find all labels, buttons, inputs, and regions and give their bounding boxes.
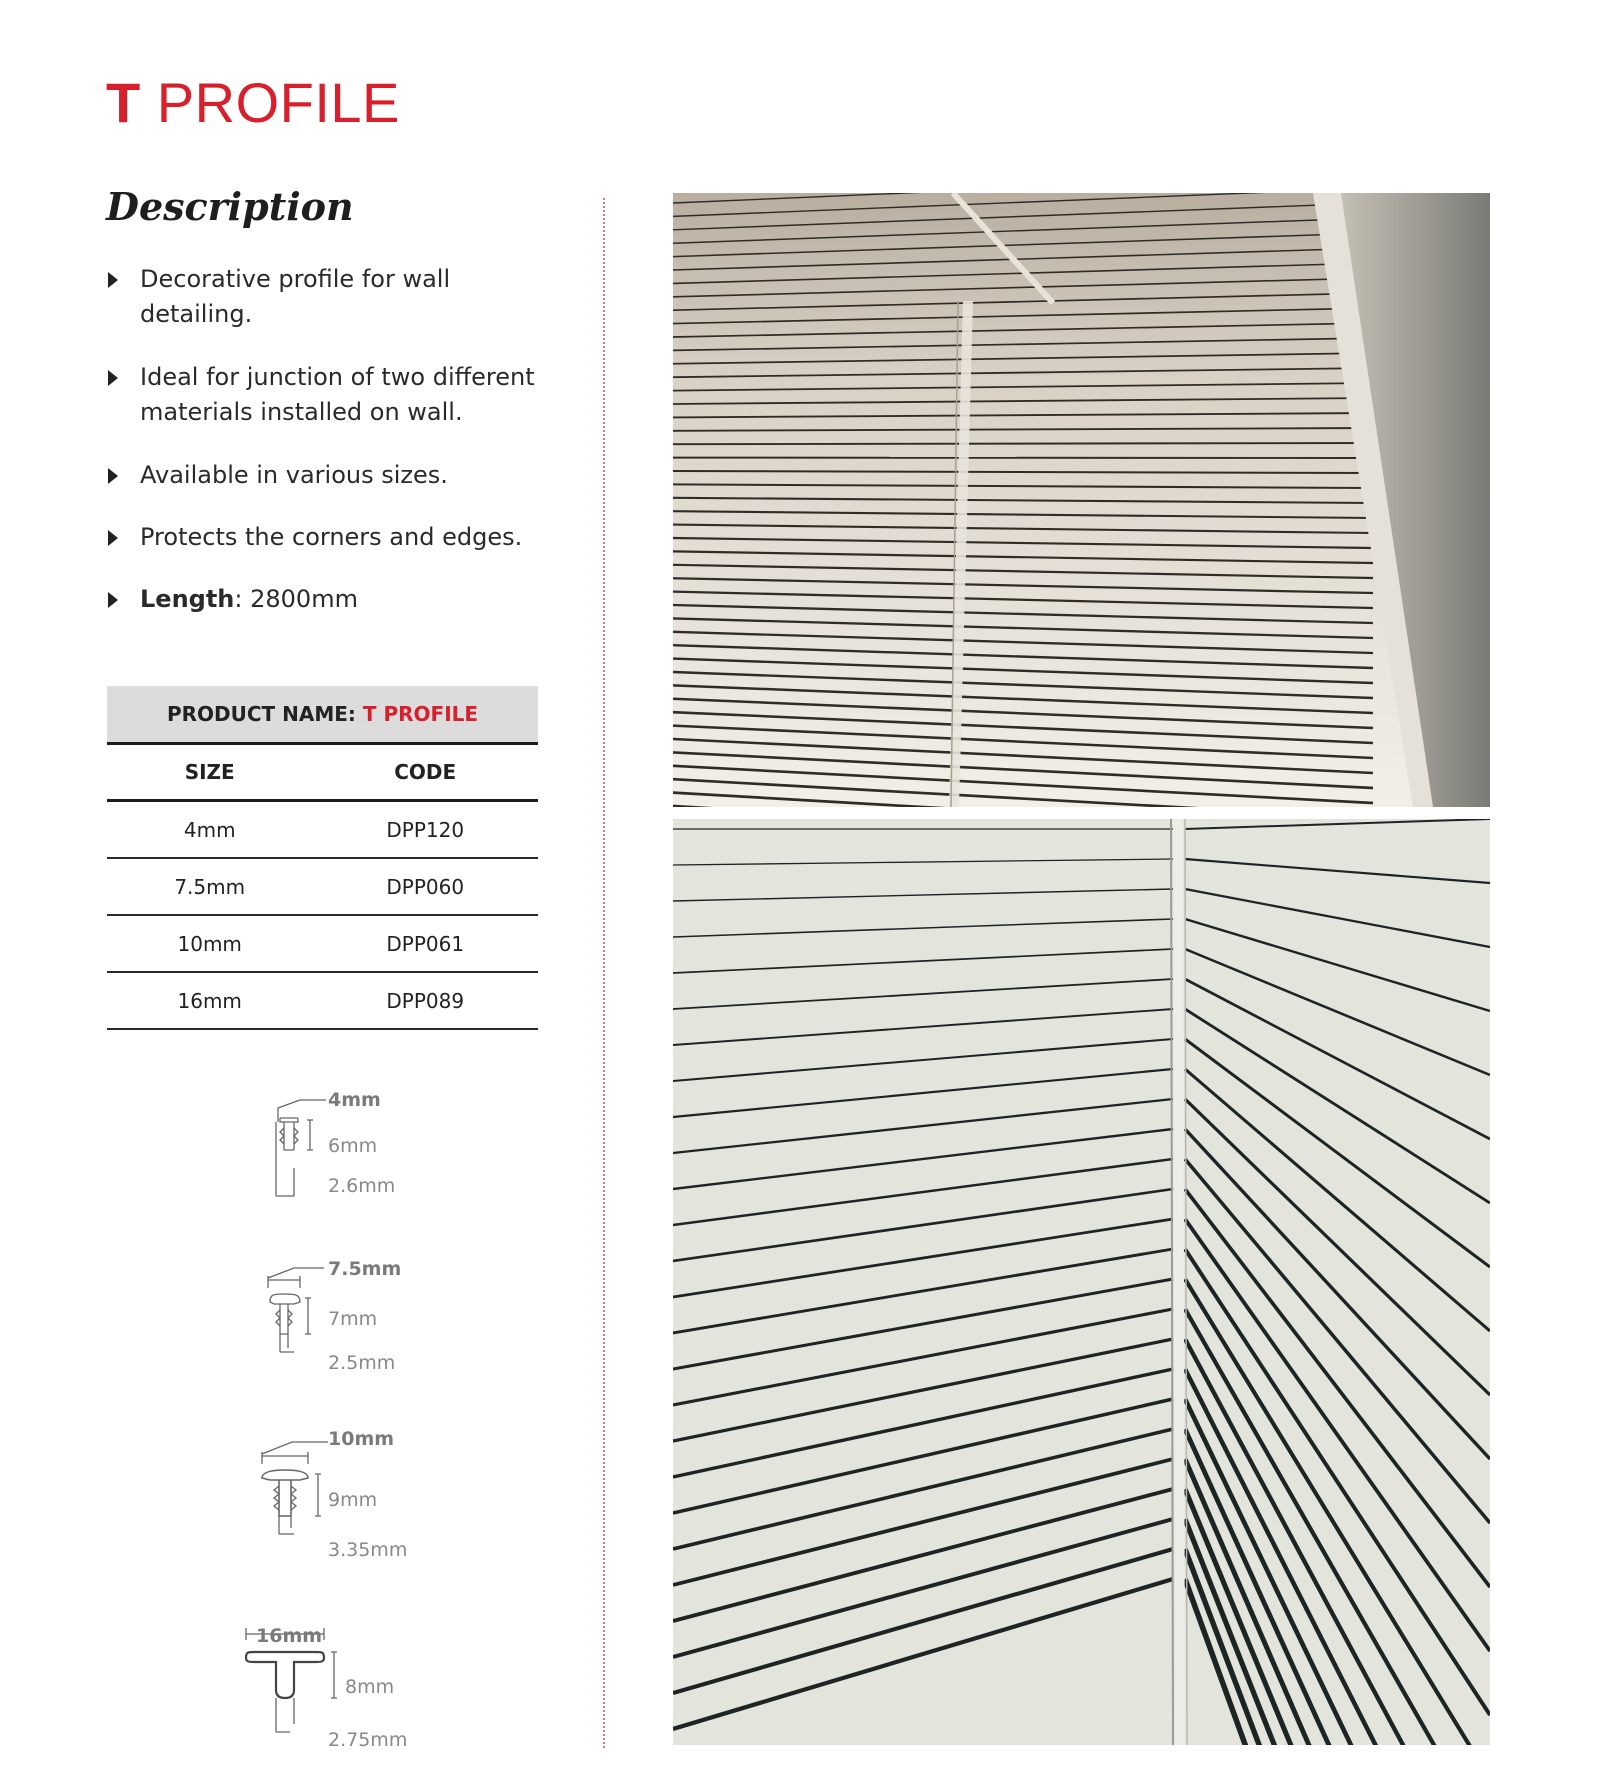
bullet-arrow-icon	[108, 370, 118, 386]
title-rest-part: PROFILE	[156, 71, 400, 134]
feature-item	[106, 360, 546, 430]
code-cell: DPP089	[312, 972, 538, 1029]
size-cell: 16mm	[107, 972, 312, 1029]
wall-closeup-photo	[673, 819, 1490, 1745]
title-bold-part: T	[106, 71, 141, 134]
feature-item	[106, 262, 546, 332]
code-cell: DPP060	[312, 858, 538, 915]
column-header-size: SIZE	[107, 744, 312, 801]
table-column-headers	[107, 744, 538, 801]
feature-text: Decorative profile for wall detailing.	[140, 265, 451, 328]
t-profile-7-5mm-diagram	[264, 1258, 334, 1368]
table-row	[107, 858, 538, 915]
product-name-value: T PROFILE	[362, 702, 479, 726]
column-header-code: CODE	[312, 744, 538, 801]
table-row	[107, 801, 538, 859]
diagram-stem-label: 3.35mm	[328, 1539, 408, 1561]
size-cell: 7.5mm	[107, 858, 312, 915]
t-profile-10mm-diagram	[258, 1430, 334, 1548]
feature-item-length	[106, 582, 546, 617]
description-heading: Description	[106, 184, 354, 229]
product-name-prefix: PRODUCT NAME:	[166, 702, 356, 726]
page-title	[106, 72, 400, 134]
feature-text: Protects the corners and edges.	[140, 523, 523, 551]
size-cell: 4mm	[107, 801, 312, 859]
diagram-stem-label: 2.75mm	[328, 1729, 408, 1751]
product-name-header	[107, 686, 538, 744]
feature-text: Ideal for junction of two different materials installed on wall.	[140, 363, 535, 426]
feature-item	[106, 520, 546, 555]
bullet-arrow-icon	[108, 468, 118, 484]
length-label: Length	[140, 585, 235, 613]
diagram-width-label: 16mm	[256, 1625, 323, 1647]
column-divider	[603, 198, 605, 1748]
diagram-height-label: 7mm	[328, 1308, 378, 1330]
diagram-stem-label: 2.5mm	[328, 1352, 396, 1374]
table-row	[107, 972, 538, 1029]
code-cell: DPP061	[312, 915, 538, 972]
code-cell: DPP120	[312, 801, 538, 859]
diagram-height-label: 8mm	[345, 1676, 395, 1698]
size-cell: 10mm	[107, 915, 312, 972]
bullet-arrow-icon	[108, 530, 118, 546]
feature-item	[106, 458, 546, 493]
length-value: : 2800mm	[234, 585, 358, 613]
t-profile-4mm-diagram	[270, 1090, 330, 1200]
bullet-arrow-icon	[108, 592, 118, 608]
diagram-height-label: 6mm	[328, 1135, 378, 1157]
feature-list	[106, 262, 546, 617]
table-row	[107, 915, 538, 972]
diagram-width-label: 7.5mm	[328, 1258, 402, 1280]
product-table	[107, 686, 538, 1030]
diagram-width-label: 4mm	[328, 1089, 381, 1111]
feature-text: Available in various sizes.	[140, 461, 448, 489]
diagram-width-label: 10mm	[328, 1428, 395, 1450]
wall-ceiling-photo	[673, 193, 1490, 807]
diagram-height-label: 9mm	[328, 1489, 378, 1511]
bullet-arrow-icon	[108, 272, 118, 288]
diagram-stem-label: 2.6mm	[328, 1175, 396, 1197]
